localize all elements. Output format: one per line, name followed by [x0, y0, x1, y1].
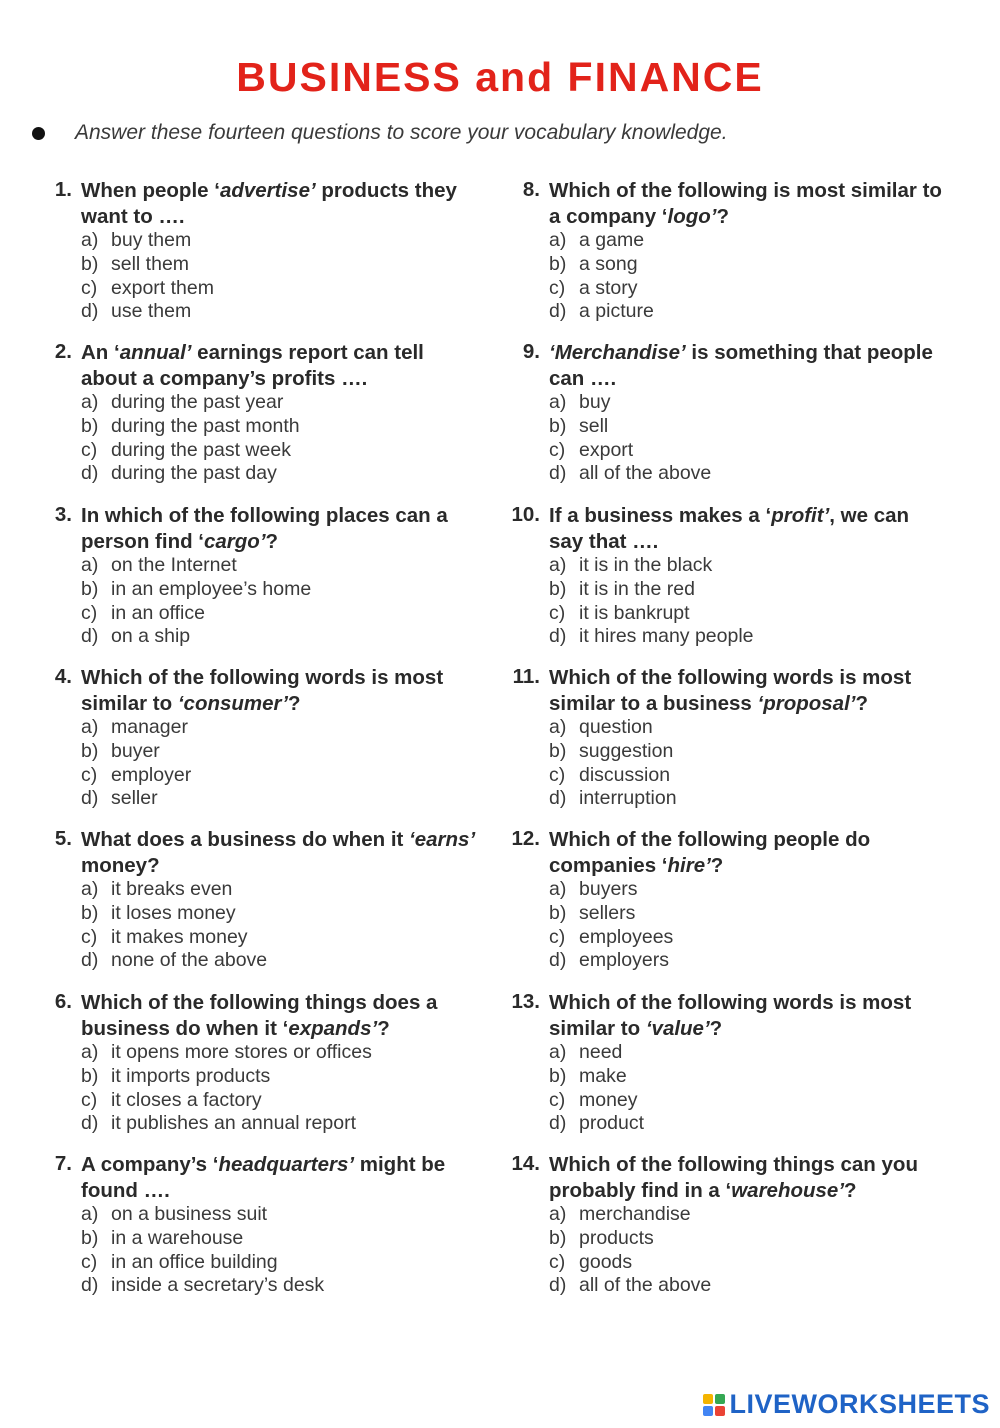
option-letter: d) — [549, 625, 567, 648]
option-text: a story — [579, 276, 638, 299]
option-letter: d) — [549, 1274, 567, 1297]
question-13 — [504, 990, 944, 1136]
instruction-line — [32, 121, 728, 145]
option-letter: b) — [549, 414, 567, 437]
answer-option[interactable] — [81, 462, 476, 486]
answer-option[interactable] — [549, 462, 944, 486]
option-text: a game — [579, 229, 645, 251]
option-letter: c) — [81, 925, 98, 948]
option-letter: b) — [549, 1226, 567, 1249]
answer-option[interactable] — [549, 439, 944, 463]
option-text: sellers — [579, 901, 636, 924]
question-number: 11. — [512, 665, 540, 688]
option-letter: d) — [81, 1274, 99, 1297]
option-text: in an employee’s home — [111, 577, 312, 600]
question-stem-text: If a business makes a ‘ — [549, 504, 772, 527]
liveworksheets-logo-icon — [703, 1394, 725, 1416]
answer-option[interactable] — [549, 1227, 944, 1251]
logo-square-green — [715, 1394, 725, 1404]
option-letter: c) — [549, 276, 566, 299]
option-text: export — [579, 438, 634, 461]
option-text: it makes money — [111, 925, 248, 948]
option-text: during the past day — [111, 462, 277, 485]
question-stem-text: Which of the following things does a business do when it ‘ — [81, 991, 438, 1040]
option-letter: c) — [549, 438, 566, 461]
question-body — [549, 178, 944, 324]
option-letter: b) — [549, 739, 567, 762]
question-body — [549, 665, 944, 811]
question-8 — [504, 178, 944, 324]
option-letter: b) — [81, 414, 99, 437]
option-letter: d) — [81, 462, 99, 485]
question-body — [81, 503, 476, 649]
question-stem — [81, 665, 476, 716]
option-text: money — [579, 1088, 638, 1111]
option-text: in a warehouse — [111, 1226, 244, 1249]
answer-option[interactable] — [81, 1112, 476, 1136]
question-stem — [549, 827, 944, 878]
option-text: a picture — [579, 300, 654, 323]
option-letter: c) — [81, 601, 98, 624]
question-stem-text: ? — [287, 691, 301, 715]
question-number: 7. — [54, 1152, 72, 1175]
option-letter: d) — [549, 300, 567, 323]
option-text: on a ship — [111, 625, 191, 648]
option-letter: a) — [81, 1203, 99, 1225]
answer-option[interactable] — [81, 949, 476, 973]
answer-option[interactable] — [81, 415, 476, 439]
question-4 — [36, 665, 476, 811]
answer-option[interactable] — [81, 902, 476, 926]
option-letter: d) — [549, 1112, 567, 1135]
question-body — [81, 340, 476, 486]
option-text: goods — [579, 1250, 633, 1273]
question-stem-text: ? — [265, 529, 279, 553]
option-text: in an office — [111, 601, 205, 624]
option-text: employer — [111, 763, 192, 786]
option-letter: b) — [81, 901, 99, 924]
option-letter: a) — [81, 1041, 99, 1063]
answer-option[interactable] — [549, 1274, 944, 1298]
question-body — [549, 827, 944, 973]
question-stem — [549, 990, 944, 1041]
question-stem-text: ? — [855, 691, 868, 715]
answer-option[interactable] — [549, 625, 944, 649]
question-3 — [36, 503, 476, 649]
answer-option[interactable] — [549, 391, 944, 415]
option-text: sell — [579, 414, 609, 437]
question-5 — [36, 827, 476, 973]
question-number: 2. — [54, 340, 72, 363]
question-12 — [504, 827, 944, 973]
question-stem-text: is something that people can …. — [549, 341, 933, 390]
liveworksheets-brand[interactable] — [703, 1389, 990, 1420]
question-stem-text: , we can say that …. — [549, 504, 910, 553]
answer-option[interactable] — [81, 1041, 476, 1065]
question-keyword: annual’ — [119, 341, 192, 364]
question-9 — [504, 340, 944, 486]
question-number: 1. — [54, 178, 72, 201]
option-letter: d) — [549, 787, 567, 810]
question-body — [81, 990, 476, 1136]
option-letter: a) — [549, 878, 567, 900]
question-keyword: cargo’ — [204, 529, 266, 553]
option-letter: d) — [81, 787, 99, 810]
question-keyword: hire’ — [667, 853, 711, 877]
question-stem — [549, 1152, 944, 1203]
option-text: it loses money — [111, 901, 236, 924]
question-body — [81, 665, 476, 811]
option-text: products — [579, 1226, 654, 1249]
answer-option[interactable] — [549, 764, 944, 788]
option-text: manager — [111, 716, 188, 738]
option-text: it publishes an annual report — [111, 1112, 356, 1135]
answer-option[interactable] — [549, 926, 944, 950]
option-letter: a) — [81, 878, 99, 900]
option-letter: c) — [81, 1088, 98, 1111]
question-14 — [504, 1152, 944, 1298]
option-text: need — [579, 1041, 623, 1063]
option-letter: a) — [549, 554, 567, 576]
answer-option[interactable] — [549, 1041, 944, 1065]
question-2 — [36, 340, 476, 486]
question-number: 6. — [54, 990, 72, 1013]
answer-option[interactable] — [81, 764, 476, 788]
option-text: it closes a factory — [111, 1088, 262, 1111]
option-text: sell them — [111, 252, 190, 275]
question-stem — [549, 665, 944, 716]
option-letter: a) — [81, 229, 99, 251]
answer-option[interactable] — [549, 602, 944, 626]
question-stem-text: Which of the following things can you probably find in a ‘ — [549, 1153, 918, 1202]
option-text: export them — [111, 276, 214, 299]
question-stem-text: money? — [81, 853, 160, 877]
question-keyword: logo’ — [667, 204, 717, 228]
question-keyword: profit’ — [771, 504, 830, 527]
question-body — [549, 1152, 944, 1298]
option-letter: b) — [549, 577, 567, 600]
answer-option[interactable] — [81, 439, 476, 463]
answer-option[interactable] — [549, 277, 944, 301]
question-stem-text: Which of the following words is most similar to — [549, 991, 912, 1040]
option-letter: d) — [81, 949, 99, 972]
question-keyword: headquarters’ — [218, 1153, 355, 1176]
question-stem-text: ? — [710, 853, 724, 877]
question-number: 9. — [522, 340, 540, 363]
option-text: it hires many people — [579, 625, 754, 648]
option-text: during the past week — [111, 438, 291, 461]
option-text: it imports products — [111, 1064, 271, 1087]
logo-square-blue — [703, 1406, 713, 1416]
option-text: all of the above — [579, 1274, 712, 1297]
option-letter: a) — [81, 391, 99, 413]
question-body — [81, 1152, 476, 1298]
question-stem-text: ? — [377, 1016, 390, 1040]
question-keyword: expands’ — [288, 1016, 378, 1040]
answer-option[interactable] — [549, 902, 944, 926]
answer-option[interactable] — [549, 1112, 944, 1136]
answer-option[interactable] — [81, 578, 476, 602]
answer-option[interactable] — [549, 1089, 944, 1113]
question-stem — [549, 503, 944, 554]
option-text: suggestion — [579, 739, 674, 762]
option-text: a song — [579, 252, 638, 275]
answer-option[interactable] — [81, 716, 476, 740]
answer-option[interactable] — [81, 391, 476, 415]
option-letter: c) — [81, 763, 98, 786]
answer-option[interactable] — [81, 1065, 476, 1089]
question-body — [81, 178, 476, 324]
answer-option[interactable] — [81, 277, 476, 301]
question-stem-text: A company’s ‘ — [81, 1153, 219, 1176]
answer-option[interactable] — [81, 229, 476, 253]
question-10 — [504, 503, 944, 649]
option-letter: b) — [549, 1064, 567, 1087]
question-number: 5. — [54, 827, 72, 850]
option-text: employers — [579, 949, 669, 972]
option-letter: b) — [81, 1064, 99, 1087]
question-stem — [81, 503, 476, 554]
option-text: it breaks even — [111, 878, 233, 900]
answer-option[interactable] — [81, 253, 476, 277]
option-letter: a) — [81, 554, 99, 576]
answer-option[interactable] — [81, 1089, 476, 1113]
answer-option[interactable] — [549, 554, 944, 578]
option-letter: d) — [81, 625, 99, 648]
answer-option[interactable] — [549, 787, 944, 811]
option-text: on the Internet — [111, 554, 237, 576]
question-number: 12. — [511, 827, 540, 850]
answer-option[interactable] — [81, 1274, 476, 1298]
question-stem-text: might be found …. — [81, 1153, 446, 1202]
answer-option[interactable] — [81, 926, 476, 950]
answer-option[interactable] — [81, 300, 476, 324]
question-number: 13. — [511, 990, 540, 1013]
answer-option[interactable] — [549, 578, 944, 602]
bullet-icon — [32, 127, 45, 140]
question-stem-text: ? — [716, 204, 729, 228]
question-body — [549, 990, 944, 1136]
option-letter: b) — [81, 252, 99, 275]
option-letter: d) — [549, 462, 567, 485]
option-text: discussion — [579, 763, 671, 786]
question-stem-text: Which of the following people do companies ‘ — [549, 828, 871, 877]
question-keyword: ‘consumer’ — [177, 691, 288, 715]
question-keyword: warehouse’ — [731, 1178, 845, 1202]
option-text: make — [579, 1064, 627, 1087]
question-stem — [549, 178, 944, 229]
option-text: interruption — [579, 787, 677, 810]
question-stem-text: Which of the following words is most similar to a business — [549, 666, 912, 715]
answer-option[interactable] — [549, 415, 944, 439]
option-text: buyer — [111, 739, 160, 762]
question-keyword: ‘earns’ — [409, 828, 476, 851]
question-keyword: ‘proposal’ — [757, 691, 856, 715]
option-text: employees — [579, 925, 674, 948]
option-text: seller — [111, 787, 158, 810]
question-stem-text: What does a business do when it — [81, 828, 410, 851]
question-11 — [504, 665, 944, 811]
question-stem-text: Which of the following words is most similar to — [81, 666, 444, 715]
answer-option[interactable] — [549, 1251, 944, 1275]
answer-option[interactable] — [81, 787, 476, 811]
question-number: 10. — [511, 503, 540, 526]
answer-option[interactable] — [549, 1065, 944, 1089]
option-text: use them — [111, 300, 192, 323]
option-letter: c) — [81, 1250, 98, 1273]
brand-text: LIVEWORKSHEETS — [729, 1389, 990, 1419]
option-letter: c) — [81, 438, 98, 461]
question-stem-text: ? — [844, 1178, 857, 1202]
option-text: merchandise — [579, 1203, 691, 1225]
option-letter: c) — [549, 763, 566, 786]
option-letter: a) — [549, 1203, 567, 1225]
question-stem — [81, 178, 476, 229]
question-number: 8. — [522, 178, 540, 201]
option-letter: c) — [549, 925, 566, 948]
option-letter: b) — [81, 1226, 99, 1249]
option-letter: c) — [549, 1088, 566, 1111]
question-number: 4. — [54, 665, 72, 688]
question-stem-text: In which of the following places can a person find ‘ — [81, 504, 448, 553]
option-text: none of the above — [111, 949, 268, 972]
question-keyword: ‘Merchandise’ — [549, 341, 686, 364]
question-body — [549, 340, 944, 486]
option-letter: a) — [549, 1041, 567, 1063]
answer-option[interactable] — [549, 1203, 944, 1227]
answer-option[interactable] — [549, 949, 944, 973]
option-text: question — [579, 716, 653, 738]
answer-option[interactable] — [549, 878, 944, 902]
option-letter: a) — [549, 391, 567, 413]
question-stem-text: An ‘ — [81, 341, 120, 364]
logo-square-red — [715, 1406, 725, 1416]
option-text: all of the above — [579, 462, 712, 485]
option-text: on a business suit — [111, 1203, 268, 1225]
answer-option[interactable] — [81, 554, 476, 578]
question-stem — [549, 340, 944, 391]
question-keyword: ‘value’ — [645, 1016, 710, 1040]
question-stem-text: earnings report can tell about a company’s profits …. — [81, 341, 424, 390]
option-letter: a) — [549, 229, 567, 251]
question-stem — [81, 827, 476, 878]
answer-option[interactable] — [549, 716, 944, 740]
option-letter: d) — [81, 300, 99, 323]
option-text: it is bankrupt — [579, 601, 690, 624]
question-stem-text: Which of the following is most similar to a company ‘ — [549, 179, 942, 228]
answer-option[interactable] — [81, 625, 476, 649]
option-text: it is in the black — [579, 554, 713, 576]
answer-option[interactable] — [549, 253, 944, 277]
option-text: during the past year — [111, 391, 284, 413]
option-text: it is in the red — [579, 577, 695, 600]
question-stem-text: When people ‘ — [81, 179, 220, 202]
question-stem-text: products they want to …. — [81, 179, 457, 228]
page-title: BUSINESS and FINANCE — [236, 54, 764, 100]
option-letter: b) — [81, 577, 99, 600]
option-text: buyers — [579, 878, 638, 900]
option-letter: c) — [549, 601, 566, 624]
option-text: inside a secretary’s desk — [111, 1274, 325, 1297]
option-letter: a) — [549, 716, 567, 738]
option-letter: b) — [549, 901, 567, 924]
option-letter: b) — [549, 252, 567, 275]
logo-square-yellow — [703, 1394, 713, 1404]
answer-option[interactable] — [549, 300, 944, 324]
question-number: 14. — [511, 1152, 540, 1175]
answer-option[interactable] — [549, 740, 944, 764]
question-stem — [81, 1152, 476, 1203]
option-letter: a) — [81, 716, 99, 738]
question-1 — [36, 178, 476, 324]
option-text: product — [579, 1112, 645, 1135]
answer-option[interactable] — [81, 740, 476, 764]
option-letter: c) — [81, 276, 98, 299]
answer-option[interactable] — [81, 1203, 476, 1227]
option-letter: b) — [81, 739, 99, 762]
answer-option[interactable] — [81, 878, 476, 902]
question-6 — [36, 990, 476, 1136]
question-stem-text: ? — [709, 1016, 723, 1040]
option-text: it opens more stores or offices — [111, 1041, 372, 1063]
instruction-text: Answer these fourteen questions to score your vocabulary knowledge. — [75, 121, 728, 144]
question-stem — [81, 990, 476, 1041]
option-letter: d) — [549, 949, 567, 972]
answer-option[interactable] — [81, 602, 476, 626]
option-letter: c) — [549, 1250, 566, 1273]
option-text: in an office building — [111, 1250, 278, 1273]
question-keyword: advertise’ — [219, 179, 316, 202]
option-text: during the past month — [111, 414, 300, 437]
answer-option[interactable] — [81, 1227, 476, 1251]
answer-option[interactable] — [549, 229, 944, 253]
answer-option[interactable] — [81, 1251, 476, 1275]
question-7 — [36, 1152, 476, 1298]
question-body — [81, 827, 476, 973]
option-text: buy — [579, 391, 611, 413]
question-number: 3. — [54, 503, 72, 526]
option-text: buy them — [111, 229, 192, 251]
question-body — [549, 503, 944, 649]
question-stem — [81, 340, 476, 391]
option-letter: d) — [81, 1112, 99, 1135]
